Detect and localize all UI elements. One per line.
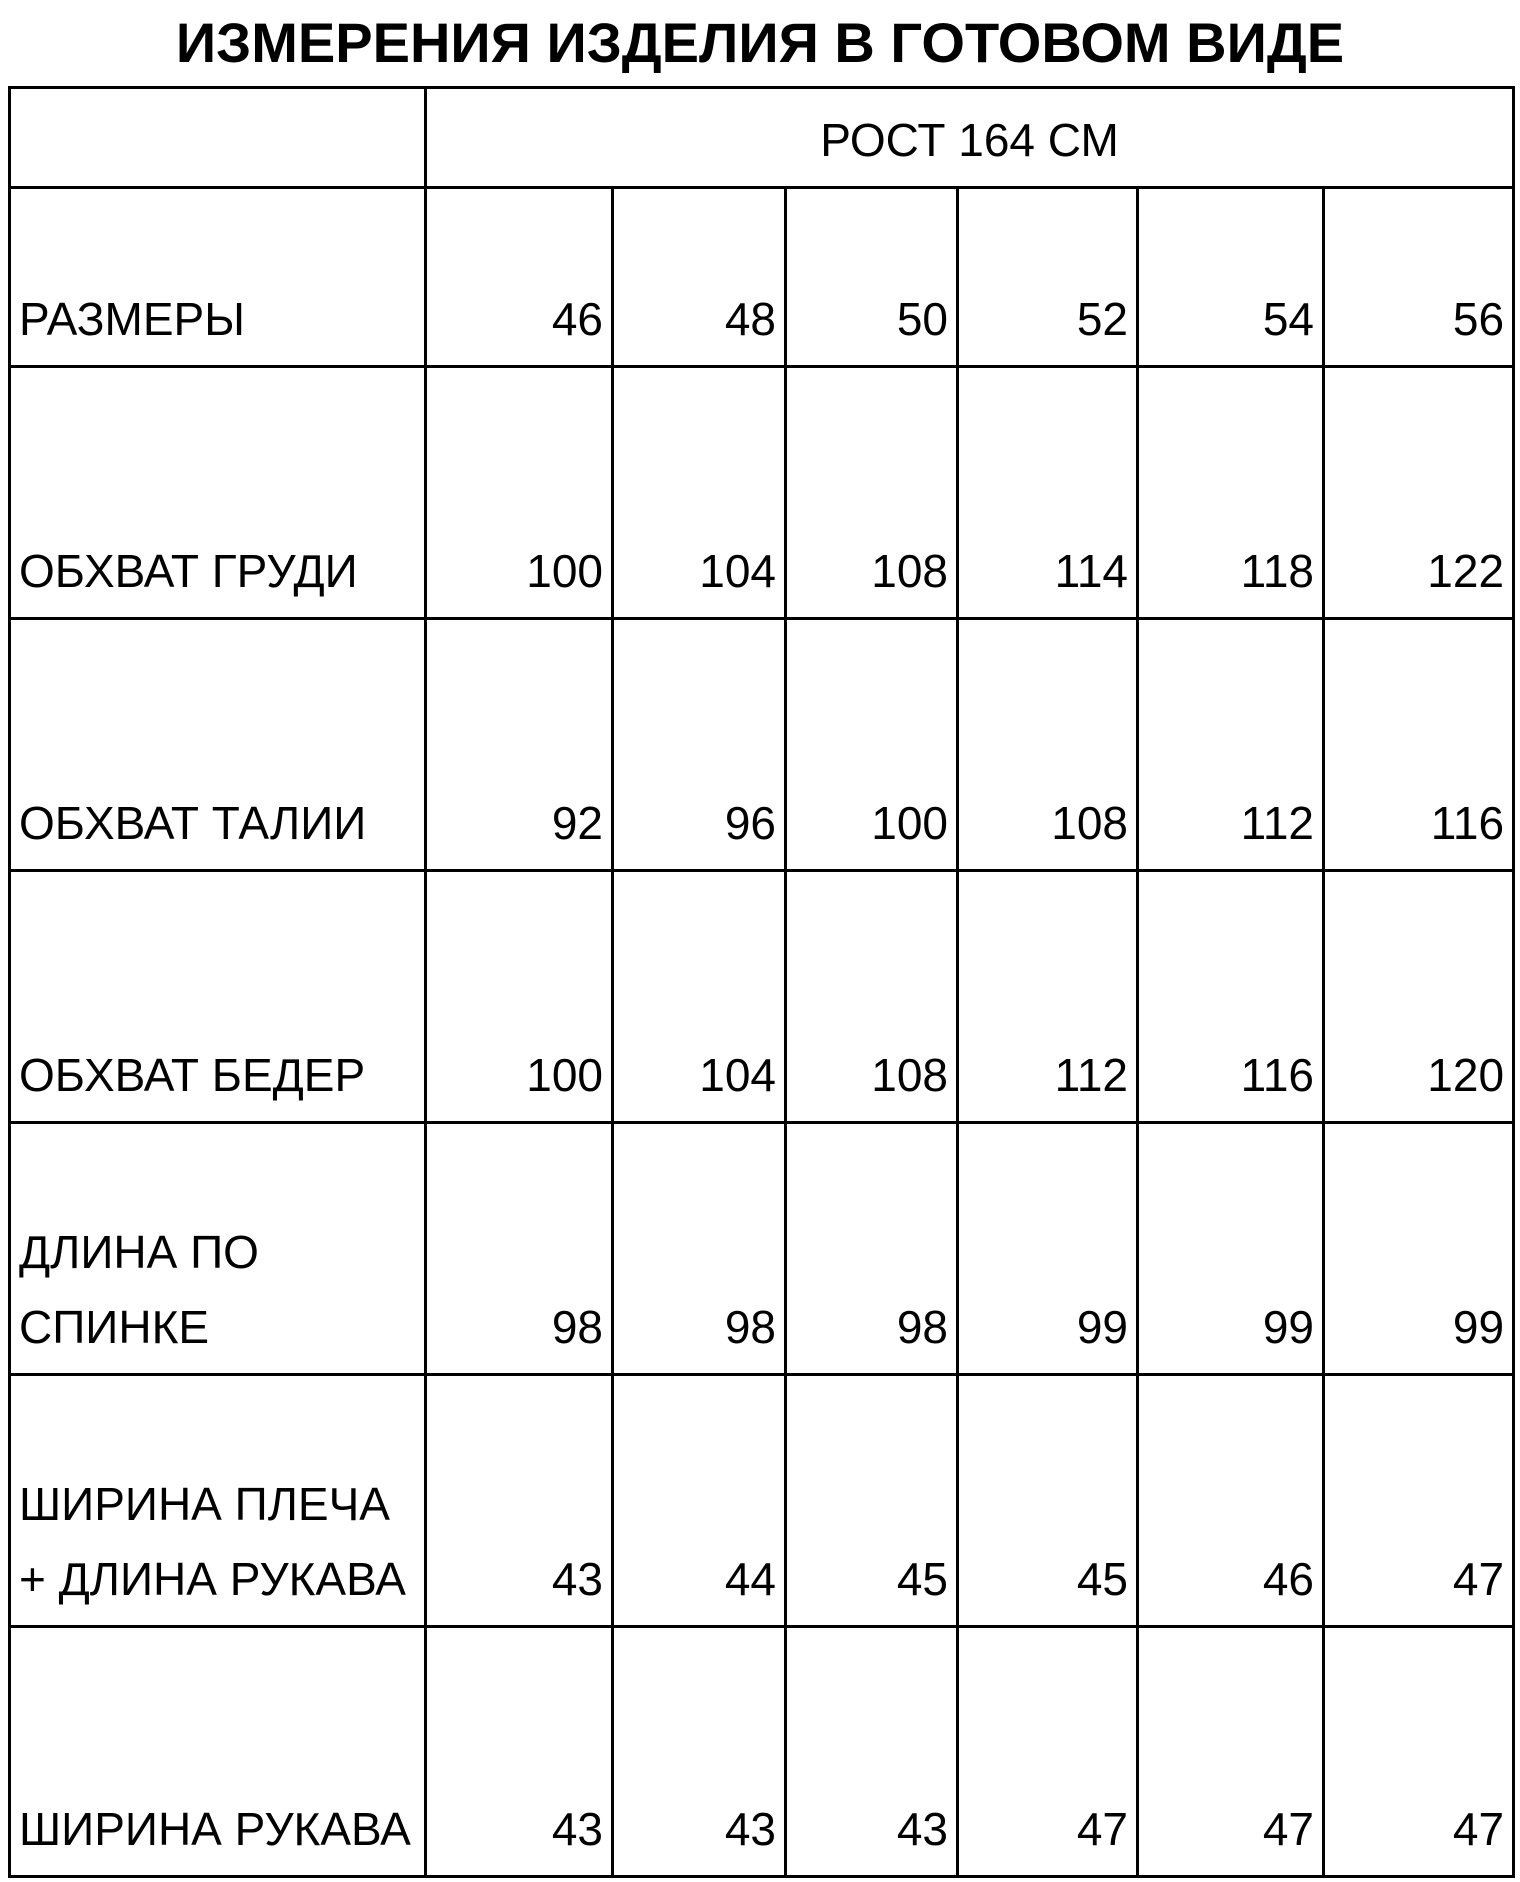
row-label: ОБХВАТ ГРУДИ — [10, 367, 426, 619]
value-cell: 47 — [1324, 1375, 1514, 1627]
page-title: ИЗМЕРЕНИЯ ИЗДЕЛИЯ В ГОТОВОМ ВИДЕ — [175, 11, 1345, 74]
value-cell: 122 — [1324, 367, 1514, 619]
value-cell: 96 — [613, 619, 786, 871]
size-cell: 48 — [613, 188, 786, 367]
size-cell: 56 — [1324, 188, 1514, 367]
value-cell: 100 — [426, 367, 613, 619]
value-cell: 44 — [613, 1375, 786, 1627]
table-row — [10, 1627, 1514, 1877]
value-cell: 45 — [786, 1375, 958, 1627]
value-cell: 98 — [613, 1123, 786, 1375]
size-cell: 54 — [1138, 188, 1324, 367]
value-cell: 98 — [786, 1123, 958, 1375]
corner-cell — [10, 88, 426, 188]
table-row — [10, 619, 1514, 871]
value-cell: 98 — [426, 1123, 613, 1375]
value-cell: 45 — [958, 1375, 1138, 1627]
table-row — [10, 367, 1514, 619]
height-header-row — [10, 88, 1514, 188]
value-cell: 43 — [426, 1375, 613, 1627]
row-label: ОБХВАТ БЕДЕР — [10, 871, 426, 1123]
value-cell: 43 — [613, 1627, 786, 1877]
height-label: РОСТ 164 СМ — [426, 88, 1514, 188]
sizes-row — [10, 188, 1514, 367]
value-cell: 46 — [1138, 1375, 1324, 1627]
size-cell: 50 — [786, 188, 958, 367]
value-cell: 108 — [958, 619, 1138, 871]
value-cell: 108 — [786, 871, 958, 1123]
table-row — [10, 871, 1514, 1123]
value-cell: 114 — [958, 367, 1138, 619]
row-label: ОБХВАТ ТАЛИИ — [10, 619, 426, 871]
row-label: ДЛИНА ПО СПИНКЕ — [10, 1123, 426, 1375]
row-label: ШИРИНА РУКАВА — [10, 1627, 426, 1877]
size-cell: 52 — [958, 188, 1138, 367]
value-cell: 92 — [426, 619, 613, 871]
value-cell: 112 — [1138, 619, 1324, 871]
table-row — [10, 1123, 1514, 1375]
value-cell: 47 — [958, 1627, 1138, 1877]
table-row — [10, 1375, 1514, 1627]
value-cell: 99 — [1324, 1123, 1514, 1375]
value-cell: 43 — [786, 1627, 958, 1877]
value-cell: 99 — [1138, 1123, 1324, 1375]
row-label: ШИРИНА ПЛЕЧА + ДЛИНА РУКАВА — [10, 1375, 426, 1627]
value-cell: 47 — [1324, 1627, 1514, 1877]
value-cell: 100 — [786, 619, 958, 871]
value-cell: 104 — [613, 367, 786, 619]
value-cell: 104 — [613, 871, 786, 1123]
value-cell: 47 — [1138, 1627, 1324, 1877]
value-cell: 120 — [1324, 871, 1514, 1123]
size-chart-table — [8, 86, 1515, 1878]
size-cell: 46 — [426, 188, 613, 367]
value-cell: 100 — [426, 871, 613, 1123]
value-cell: 118 — [1138, 367, 1324, 619]
value-cell: 43 — [426, 1627, 613, 1877]
value-cell: 99 — [958, 1123, 1138, 1375]
value-cell: 112 — [958, 871, 1138, 1123]
value-cell: 116 — [1138, 871, 1324, 1123]
sizes-label: РАЗМЕРЫ — [10, 188, 426, 367]
value-cell: 108 — [786, 367, 958, 619]
value-cell: 116 — [1324, 619, 1514, 871]
